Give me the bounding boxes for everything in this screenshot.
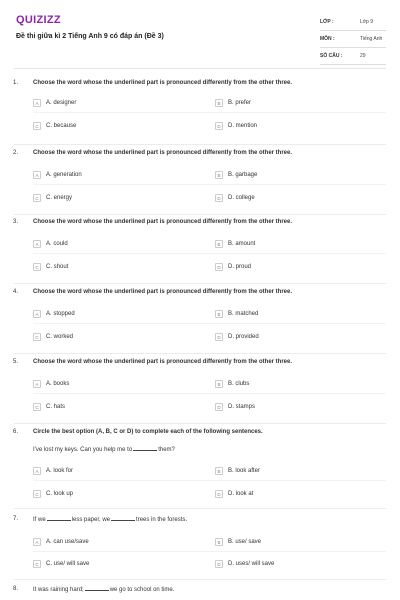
option-letter-box: B: [215, 171, 223, 179]
question-number: 5.: [13, 359, 19, 365]
option-text: B. prefer: [228, 100, 252, 106]
option-letter-box: C: [33, 194, 41, 202]
option-text: A. look for: [46, 468, 74, 474]
option-a[interactable]: [33, 379, 69, 389]
answer-blank: [47, 516, 71, 521]
meta-value: Lớp 9: [360, 19, 374, 25]
option-text: C. because: [46, 123, 77, 129]
question-text: Circle the best option (A, B, C or D) to complete each of the following sentences.: [33, 429, 263, 435]
meta-row-grade: [320, 14, 386, 31]
option-text: D. provided: [228, 334, 259, 340]
question-number: 4.: [13, 289, 19, 295]
option-letter-box: A: [33, 99, 41, 107]
worksheet-title: Đề thi giữa kì 2 Tiếng Anh 9 có đáp án (Đề 3): [16, 33, 164, 40]
question-divider: [14, 283, 386, 284]
question-text: Choose the word whose the underlined part is pronounced differently from the other three.: [33, 289, 293, 295]
option-letter-box: A: [33, 240, 41, 248]
option-text: C. hats: [46, 404, 66, 410]
option-letter-box: A: [33, 467, 41, 475]
question-divider: [14, 214, 386, 215]
header-divider: [14, 68, 386, 69]
answer-blank: [133, 446, 157, 451]
option-text: D. stamps: [228, 404, 256, 410]
worksheet-header: [0, 0, 400, 72]
option-b[interactable]: [215, 170, 257, 180]
option-text: C. worked: [46, 334, 74, 340]
option-text: D. proud: [228, 264, 252, 270]
option-b[interactable]: [215, 98, 251, 108]
question-number: 2.: [13, 150, 19, 156]
option-letter-box: C: [33, 333, 41, 341]
option-letter-box: B: [215, 310, 223, 318]
question-text: Choose the word whose the underlined part is pronounced differently from the other three.: [33, 359, 293, 365]
option-divider: [33, 112, 386, 113]
option-letter-box: B: [215, 467, 223, 475]
meta-key: SỐ CÂU :: [320, 53, 343, 59]
question-number: 6.: [13, 429, 19, 435]
option-letter-box: B: [215, 240, 223, 248]
option-text: B. matched: [228, 311, 259, 317]
question-number: 3.: [13, 219, 19, 225]
option-d[interactable]: [215, 559, 274, 569]
meta-key: LỚP :: [320, 19, 334, 25]
option-b[interactable]: [215, 379, 249, 389]
option-letter-box: D: [215, 194, 223, 202]
option-letter-box: B: [215, 538, 223, 546]
stem-part: we go to school on time.: [109, 587, 175, 593]
question-divider: [14, 579, 386, 580]
option-divider: [33, 323, 386, 324]
question-text: Choose the word whose the underlined part is pronounced differently from the other three.: [33, 219, 293, 225]
option-letter-box: B: [215, 99, 223, 107]
question-number: 1.: [13, 80, 19, 86]
option-letter-box: D: [215, 403, 223, 411]
option-c[interactable]: [33, 262, 68, 272]
option-text: D. college: [228, 195, 255, 201]
quizizz-logo: QUIZIZZ: [16, 14, 61, 26]
option-letter-box: B: [215, 380, 223, 388]
option-letter-box: D: [215, 333, 223, 341]
option-divider: [33, 253, 386, 254]
option-divider: [33, 551, 386, 552]
option-letter-box: A: [33, 538, 41, 546]
option-a[interactable]: [33, 98, 76, 108]
option-c[interactable]: [33, 332, 73, 342]
meta-value: 29: [360, 53, 366, 59]
option-text: A. designer: [46, 100, 77, 106]
option-text: B. use/ save: [228, 539, 262, 545]
option-letter-box: A: [33, 310, 41, 318]
option-d[interactable]: [215, 402, 255, 412]
option-letter-box: C: [33, 122, 41, 130]
option-b[interactable]: [215, 239, 255, 249]
option-text: D. uses/ will save: [228, 561, 275, 567]
option-text: C. energy: [46, 195, 73, 201]
stem-part: It was raining hard;: [33, 587, 84, 593]
option-c[interactable]: [33, 559, 89, 569]
option-text: B. garbage: [228, 172, 258, 178]
answer-blank: [85, 586, 109, 591]
option-a[interactable]: [33, 239, 68, 249]
option-divider: [33, 184, 386, 185]
option-divider: [33, 393, 386, 394]
option-d[interactable]: [215, 262, 251, 272]
question-number: 8.: [13, 586, 19, 592]
option-d[interactable]: [215, 332, 259, 342]
option-letter-box: C: [33, 490, 41, 498]
option-letter-box: D: [215, 560, 223, 568]
meta-row-count: [320, 48, 386, 65]
option-text: A. books: [46, 381, 70, 387]
option-text: A. generation: [46, 172, 82, 178]
question-text: Choose the word whose the underlined part is pronounced differently from the other three.: [33, 150, 293, 156]
option-letter-box: A: [33, 171, 41, 179]
option-d[interactable]: [215, 121, 257, 131]
option-letter-box: C: [33, 560, 41, 568]
question-divider: [14, 423, 386, 424]
question-stem: [33, 586, 174, 593]
option-text: C. look up: [46, 491, 74, 497]
option-b[interactable]: [215, 537, 261, 547]
option-c[interactable]: [33, 402, 65, 412]
option-a[interactable]: [33, 309, 75, 319]
option-c[interactable]: [33, 193, 72, 203]
option-b[interactable]: [215, 466, 260, 476]
option-text: C. use/ will save: [46, 561, 90, 567]
option-c[interactable]: [33, 121, 76, 131]
option-letter-box: D: [215, 122, 223, 130]
option-d[interactable]: [215, 489, 253, 499]
option-c[interactable]: [33, 489, 73, 499]
answer-blank: [111, 516, 135, 521]
meta-key: MÔN :: [320, 36, 335, 42]
option-text: C. shout: [46, 264, 69, 270]
stem-part: less paper, we: [71, 517, 111, 523]
option-text: B. amount: [228, 241, 256, 247]
stem-part: I've lost my keys. Can you help me to: [33, 447, 133, 453]
option-divider: [33, 480, 386, 481]
option-a[interactable]: [33, 466, 73, 476]
stem-part: If we: [33, 517, 46, 523]
option-text: B. clubs: [228, 381, 250, 387]
stem-part: trees in the forests.: [136, 517, 188, 523]
question-divider: [14, 508, 386, 509]
option-text: A. could: [46, 241, 68, 247]
question-stem: [33, 446, 175, 453]
option-text: B. look after: [228, 468, 261, 474]
meta-value: Tiếng Anh: [360, 36, 383, 42]
question-stem: [33, 516, 187, 523]
question-divider: [14, 353, 386, 354]
option-d[interactable]: [215, 193, 255, 203]
option-letter-box: D: [215, 263, 223, 271]
option-text: D. mention: [228, 123, 258, 129]
option-letter-box: D: [215, 490, 223, 498]
question-number: 7.: [13, 516, 19, 522]
question-divider: [14, 144, 386, 145]
option-text: D. look at: [228, 491, 254, 497]
option-b[interactable]: [215, 309, 258, 319]
option-text: A. can use/save: [46, 539, 89, 545]
option-text: A. stopped: [46, 311, 75, 317]
option-letter-box: C: [33, 263, 41, 271]
question-text: Choose the word whose the underlined part is pronounced differently from the other three.: [33, 80, 293, 86]
option-letter-box: A: [33, 380, 41, 388]
option-a[interactable]: [33, 170, 82, 180]
option-a[interactable]: [33, 537, 89, 547]
option-letter-box: C: [33, 403, 41, 411]
meta-row-subject: [320, 31, 386, 48]
worksheet-meta: [320, 14, 386, 65]
stem-part: them?: [158, 447, 175, 453]
